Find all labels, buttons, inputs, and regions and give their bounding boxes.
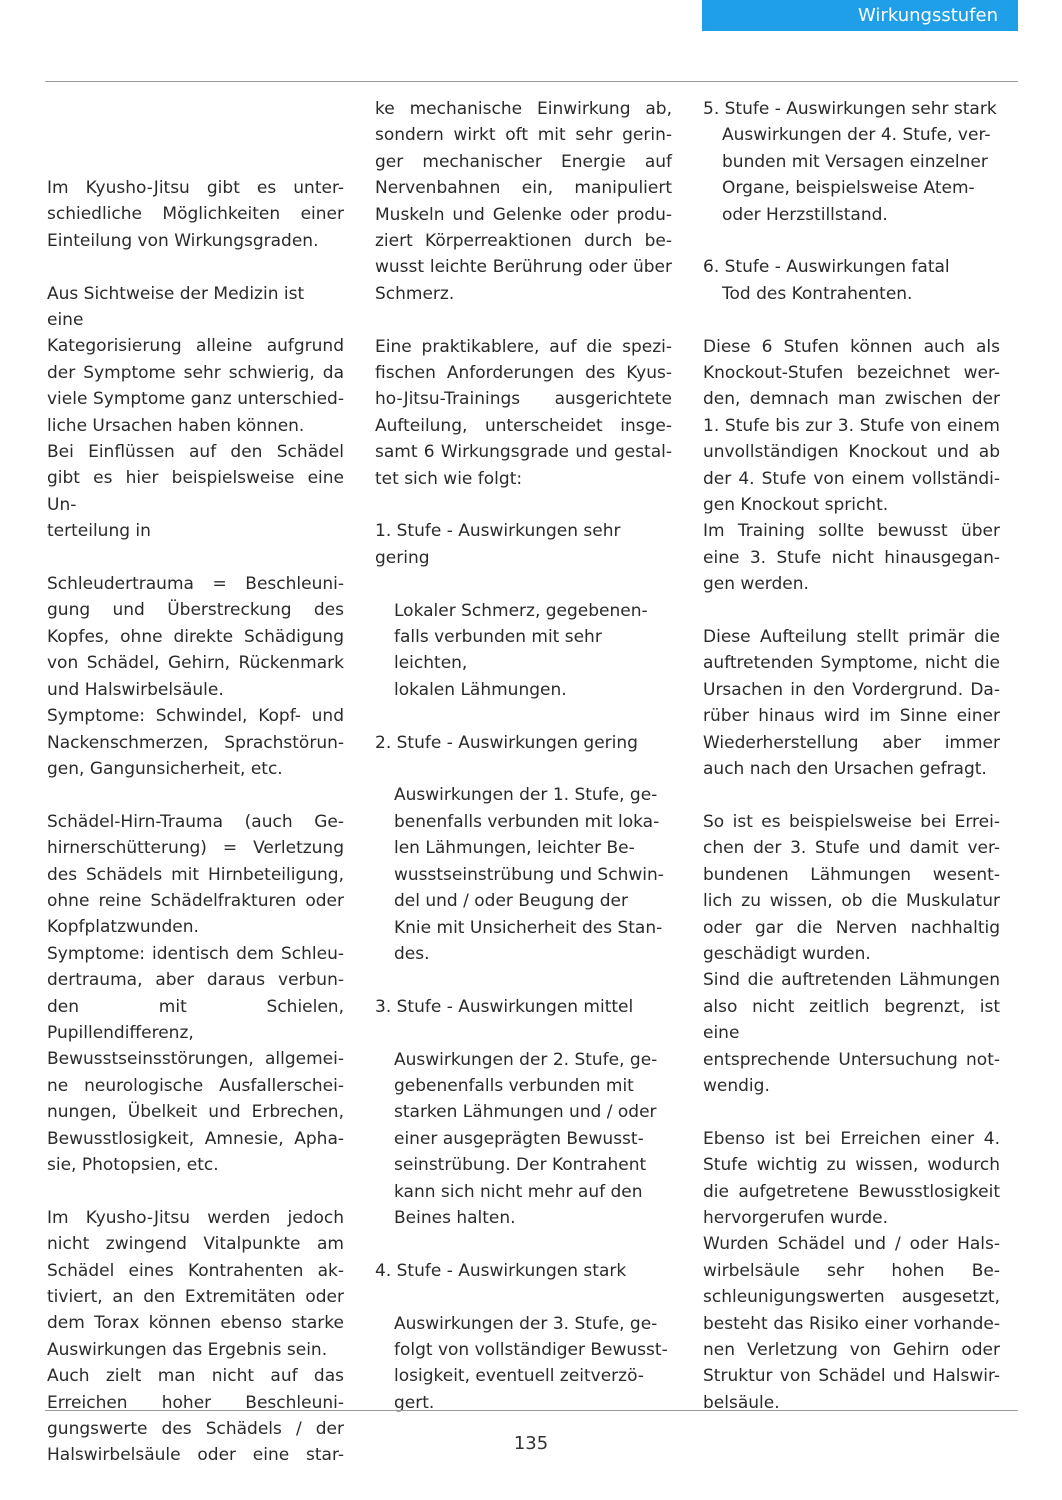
text-line: Muskeln und Gelenke oder produ- bbox=[375, 204, 672, 225]
header-rule bbox=[45, 81, 1018, 82]
stage-description-3 bbox=[375, 1047, 672, 1232]
text-line: ohne reine Schädelfrakturen oder bbox=[47, 890, 344, 911]
paragraph bbox=[47, 175, 344, 254]
text-line: schiedliche Möglichkeiten einer bbox=[47, 204, 344, 225]
text-line: eine 3. Stufe nicht hinausgegan- bbox=[703, 547, 1000, 568]
paragraph bbox=[703, 624, 1000, 782]
text-line: Im Kyusho-Jitsu gibt es unter- bbox=[47, 178, 344, 198]
stage-description-2 bbox=[375, 782, 672, 967]
stage-description-5 bbox=[703, 122, 1000, 228]
text-line: Bewusstseinsstörungen, allgemei- bbox=[47, 1049, 344, 1070]
text-line: Auswirkungen das Ergebnis sein. bbox=[47, 1339, 328, 1360]
text-line: Diese 6 Stufen können auch als bbox=[703, 336, 1000, 357]
text-line: Kopfes, ohne direkte Schädigung bbox=[47, 626, 344, 647]
text-line: Kopfplatzwunden. bbox=[47, 917, 199, 938]
text-line: wendig. bbox=[703, 1075, 770, 1096]
stage-description-4 bbox=[375, 1311, 672, 1417]
text-line: Sind die auftretenden Lähmungen bbox=[703, 970, 1000, 991]
text-line: Schmerz. bbox=[375, 283, 455, 304]
text-line: geschädigt wurden. bbox=[703, 943, 871, 964]
text-line: Auch zielt man nicht auf das bbox=[47, 1366, 344, 1387]
text-line: oder Herzstillstand. bbox=[722, 204, 888, 225]
text-line: Einteilung von Wirkungsgraden. bbox=[47, 230, 319, 251]
text-line: folgt von vollständiger Bewusst- bbox=[394, 1339, 668, 1360]
text-line: starken Lähmungen und / oder bbox=[394, 1102, 657, 1123]
text-line: viele Symptome ganz unterschied- bbox=[47, 389, 344, 410]
text-line: Ursachen in den Vordergrund. Da- bbox=[703, 679, 1000, 700]
text-line: ger mechanischer Energie auf bbox=[375, 151, 672, 172]
text-line: ziert Körperreaktionen durch be- bbox=[375, 231, 672, 252]
text-line: terteilung in bbox=[47, 521, 151, 542]
text-line: also nicht zeitlich begrenzt, ist eine bbox=[703, 996, 1000, 1044]
text-line: falls verbunden mit sehr leichten, bbox=[394, 627, 602, 674]
text-line: bundenen Lähmungen wesent- bbox=[703, 864, 1000, 885]
text-line: nicht zwingend Vitalpunkte am bbox=[47, 1234, 344, 1255]
text-line: gen, Gangunsicherheit, etc. bbox=[47, 758, 283, 779]
text-line: ke mechanische Einwirkung ab, bbox=[375, 99, 672, 119]
text-line: Im Training sollte bewusst über bbox=[703, 521, 1000, 542]
text-line: hervorgerufen wurde. bbox=[703, 1207, 889, 1228]
text-line: von Schädel, Gehirn, Rückenmark bbox=[47, 653, 344, 674]
text-line: Symptome: Schwindel, Kopf- und bbox=[47, 706, 344, 727]
text-line: gen werden. bbox=[703, 574, 809, 595]
text-line: sie, Photopsien, etc. bbox=[47, 1154, 219, 1175]
text-line: Ebenso ist bei Erreichen einer 4. bbox=[703, 1128, 1000, 1149]
footer-rule bbox=[45, 1410, 1018, 1411]
text-line: Bewusstlosigkeit, Amnesie, Apha- bbox=[47, 1128, 344, 1149]
text-line: seinstrübung. Der Kontrahent bbox=[394, 1155, 647, 1176]
text-line: Schleudertrauma = Beschleuni- bbox=[47, 574, 344, 595]
text-line: des Schädels mit Hirnbeteiligung, bbox=[47, 864, 344, 885]
stage-heading-4: 4. Stufe - Auswirkungen stark bbox=[375, 1260, 627, 1281]
text-line: Knie mit Unsicherheit des Stan- bbox=[394, 917, 663, 938]
text-line: Nervenbahnen ein, manipuliert bbox=[375, 178, 672, 199]
text-line: liche Ursachen haben können. bbox=[47, 415, 305, 436]
text-line: gert. bbox=[394, 1392, 435, 1413]
paragraph bbox=[703, 809, 1000, 1099]
paragraph bbox=[47, 1205, 344, 1469]
text-line: wirbelsäule sehr hohen Be- bbox=[703, 1260, 1000, 1281]
text-line: gung und Überstreckung des bbox=[47, 600, 344, 621]
text-line: Wiederherstellung aber immer bbox=[703, 732, 1000, 753]
text-line: Eine praktikablere, auf die spezi- bbox=[375, 336, 672, 357]
text-line: Stufe wichtig zu wissen, wodurch bbox=[703, 1155, 1000, 1176]
text-line: oder gar die Nerven nachhaltig bbox=[703, 917, 1000, 938]
section-tab: Wirkungsstufen bbox=[702, 0, 1018, 31]
text-line: bunden mit Versagen einzelner bbox=[722, 151, 988, 172]
text-line: sondern wirkt oft mit sehr gerin- bbox=[375, 125, 672, 146]
text-line: Beines halten. bbox=[394, 1207, 516, 1228]
text-line: unvollständigen Knockout und ab bbox=[703, 442, 1000, 463]
text-line: Symptome: identisch dem Schleu- bbox=[47, 943, 344, 964]
text-column-1 bbox=[47, 175, 344, 1469]
text-line: tiviert, an den Extremitäten oder bbox=[47, 1287, 344, 1307]
stage-heading-3: 3. Stufe - Auswirkungen mittel bbox=[375, 996, 634, 1017]
text-column-2 bbox=[375, 96, 672, 1416]
paragraph bbox=[375, 334, 672, 492]
stage-description-1 bbox=[375, 598, 672, 704]
text-line: die aufgetretene Bewusstlosigkeit bbox=[703, 1181, 1000, 1202]
text-line: auch nach den Ursachen gefragt. bbox=[703, 759, 987, 780]
page-number: 135 bbox=[513, 1433, 549, 1454]
text-line: gen Knockout spricht. bbox=[703, 495, 889, 516]
text-line: Wurden Schädel und / oder Hals- bbox=[703, 1234, 1000, 1255]
text-line: Schädel-Hirn-Trauma (auch Ge- bbox=[47, 811, 344, 832]
text-line: belsäule. bbox=[703, 1392, 780, 1413]
paragraph bbox=[47, 281, 344, 545]
text-line: So ist es beispielsweise bei Errei- bbox=[703, 811, 1000, 832]
text-line: der Symptome sehr schwierig, da bbox=[47, 362, 344, 383]
text-line: lich zu wissen, ob die Muskulatur bbox=[703, 891, 1000, 912]
text-line: Kategorisierung alleine aufgrund bbox=[47, 336, 344, 357]
text-line: ne neurologische Ausfallerschei- bbox=[47, 1075, 344, 1096]
text-line: kann sich nicht mehr auf den bbox=[394, 1181, 643, 1202]
text-line: und Halswirbelsäule. bbox=[47, 679, 224, 700]
text-line: dem Torax können ebenso starke bbox=[47, 1313, 344, 1334]
text-line: Schädel eines Kontrahenten ak- bbox=[47, 1260, 344, 1281]
text-line: wusst leichte Berührung oder über bbox=[375, 257, 672, 278]
text-line: besteht das Risiko einer vorhande- bbox=[703, 1313, 1000, 1334]
text-line: del und / oder Beugung der bbox=[394, 891, 628, 912]
text-line: samt 6 Wirkungsgrade und gestal- bbox=[375, 442, 672, 463]
text-line: Aufteilung, unterscheidet insge- bbox=[375, 415, 672, 436]
text-line: Organe, beispielsweise Atem- bbox=[722, 178, 975, 199]
stage-heading-5: 5. Stufe - Auswirkungen sehr stark bbox=[703, 99, 997, 119]
text-line: Nackenschmerzen, Sprachstörun- bbox=[47, 732, 344, 753]
text-line: der 4. Stufe von einem vollständi- bbox=[703, 468, 1000, 489]
text-line: lokalen Lähmungen. bbox=[394, 679, 567, 700]
text-line: den mit Schielen, Pupillendifferenz, bbox=[47, 996, 344, 1043]
stage-heading-2: 2. Stufe - Auswirkungen gering bbox=[375, 732, 638, 753]
text-line: ho-Jitsu-Trainings ausgerichtete bbox=[375, 389, 672, 410]
text-column-3 bbox=[703, 96, 1000, 1416]
text-line: Diese Aufteilung stellt primär die bbox=[703, 627, 1000, 648]
text-line: einer ausgeprägten Bewusst- bbox=[394, 1128, 644, 1149]
text-line: len Lähmungen, leichter Be- bbox=[394, 838, 635, 859]
text-line: auftretenden Symptome, nicht die bbox=[703, 653, 1000, 674]
text-line: wusstseinstrübung und Schwin- bbox=[394, 864, 664, 885]
text-line: nungen, Übelkeit und Erbrechen, bbox=[47, 1102, 344, 1123]
text-line: dertrauma, aber daraus verbun- bbox=[47, 970, 344, 991]
paragraph bbox=[47, 571, 344, 782]
text-line: Lokaler Schmerz, gegebenen- bbox=[394, 600, 648, 621]
text-line: gungswerte des Schädels / der bbox=[47, 1419, 344, 1440]
text-line: Auswirkungen der 2. Stufe, ge- bbox=[394, 1049, 658, 1070]
text-line: Struktur von Schädel und Halswir- bbox=[703, 1366, 1000, 1387]
stage-heading-1: 1. Stufe - Auswirkungen sehr gering bbox=[375, 521, 621, 568]
paragraph bbox=[47, 809, 344, 1179]
text-line: nen Verletzung von Gehirn oder bbox=[703, 1340, 1000, 1361]
text-line: 1. Stufe bis zur 3. Stufe von einem bbox=[703, 415, 1000, 436]
paragraph bbox=[703, 1126, 1000, 1416]
text-line: entsprechende Untersuchung not- bbox=[703, 1049, 1000, 1070]
text-line: hirnerschütterung) = Verletzung bbox=[47, 838, 344, 859]
text-line: des. bbox=[394, 943, 430, 964]
text-line: benenfalls verbunden mit loka- bbox=[394, 811, 660, 832]
text-line: fischen Anforderungen des Kyus- bbox=[375, 363, 672, 384]
paragraph bbox=[703, 334, 1000, 598]
paragraph bbox=[375, 96, 672, 307]
text-line: Auswirkungen der 1. Stufe, ge- bbox=[394, 785, 658, 806]
text-line: tet sich wie folgt: bbox=[375, 468, 523, 489]
text-line: den, demnach man zwischen der bbox=[703, 389, 1000, 410]
text-line: gibt es hier beispielsweise eine Un- bbox=[47, 468, 344, 515]
text-line: Knockout-Stufen bezeichnet wer- bbox=[703, 363, 1000, 384]
text-line: Aus Sichtweise der Medizin ist eine bbox=[47, 283, 305, 331]
text-line: losigkeit, eventuell zeitverzö- bbox=[394, 1366, 644, 1387]
text-line: rüber hinaus wird im Sinne einer bbox=[703, 706, 1000, 727]
text-line: Im Kyusho-Jitsu werden jedoch bbox=[47, 1207, 344, 1228]
text-line: Auswirkungen der 3. Stufe, ge- bbox=[394, 1313, 658, 1334]
text-line: chen der 3. Stufe und damit ver- bbox=[703, 838, 1000, 859]
text-line: gebenenfalls verbunden mit bbox=[394, 1075, 634, 1096]
text-line: Auswirkungen der 4. Stufe, ver- bbox=[722, 125, 991, 146]
text-line: Bei Einflüssen auf den Schädel bbox=[47, 442, 344, 463]
text-line: Halswirbelsäule oder eine star- bbox=[47, 1445, 344, 1466]
stage-description-6: Tod des Kontrahenten. bbox=[722, 283, 913, 304]
text-line: schleunigungswerten ausgesetzt, bbox=[703, 1287, 1000, 1308]
stage-heading-6: 6. Stufe - Auswirkungen fatal bbox=[703, 257, 950, 278]
text-line: Erreichen hoher Beschleuni- bbox=[47, 1392, 344, 1413]
